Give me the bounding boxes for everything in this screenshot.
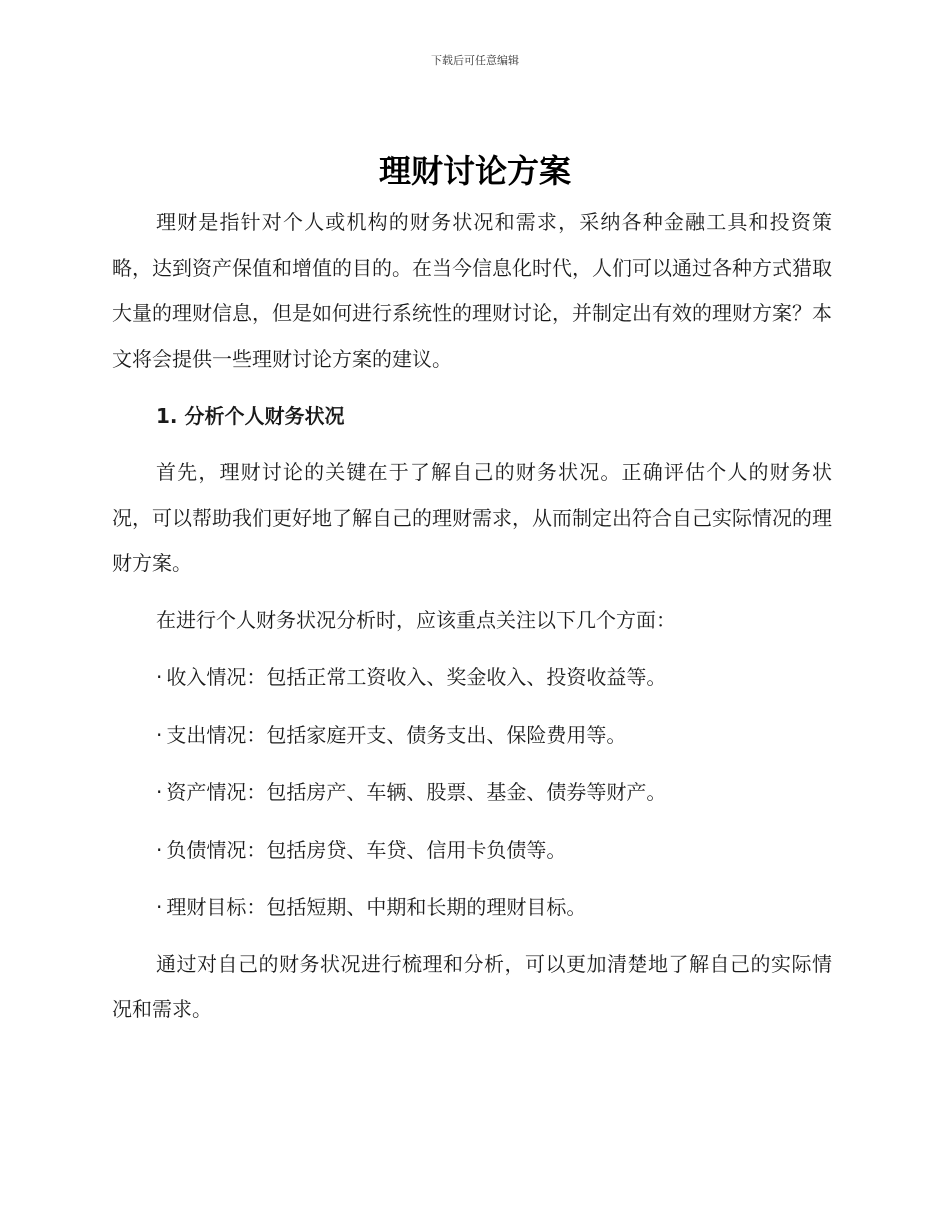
bullet-dot-icon: · [156, 780, 163, 804]
section-heading-1: 1. 分析个人财务状况 [156, 404, 345, 428]
page-header-note: 下载后可任意编辑 [431, 54, 519, 67]
list-item [112, 713, 832, 759]
bullet-dot-icon: · [156, 722, 163, 747]
list-item [112, 655, 832, 701]
list-item-text: 理财目标：包括短期、中期和长期的理财目标。 [166, 895, 587, 919]
section1-paragraph-2: 在进行个人财务状况分析时，应该重点关注以下几个方面： [156, 607, 676, 632]
list-item-text: 负债情况：包括房贷、车贷、信用卡负债等。 [166, 837, 567, 862]
list-item [112, 885, 832, 931]
section1-paragraph-3: 通过对自己的财务状况进行梳理和分析，可以更加清楚地了解自己的实际情况和需求。 [112, 951, 832, 1021]
bullet-dot-icon: · [156, 895, 163, 919]
list-item-text: 支出情况：包括家庭开支、债务支出、保险费用等。 [166, 722, 627, 747]
intro-paragraph: 理财是指针对个人或机构的财务状况和需求，采纳各种金融工具和投资策略，达到资产保值和增值的目的。在当今信息化时代，人们可以通过各种方式猎取大量的理财信息，但是如何进行系统性的理财讨论，并制定出有效的理财方案？本文将会提供一些理财讨论方案的建议。 [112, 210, 832, 371]
list-item-text: 资产情况：包括房产、车辆、股票、基金、债券等财产。 [166, 780, 667, 804]
list-item-text: 收入情况：包括正常工资收入、奖金收入、投资收益等。 [166, 665, 667, 689]
section1-paragraph-1: 首先，理财讨论的关键在于了解自己的财务状况。正确评估个人的财务状况，可以帮助我们更好地了解自己的理财需求，从而制定出符合自己实际情况的理财方案。 [112, 460, 832, 575]
bullet-dot-icon: · [156, 837, 163, 862]
document-body [112, 200, 832, 1033]
document-title: 理财讨论方案 [378, 152, 571, 190]
bullet-dot-icon: · [156, 665, 163, 689]
list-item [112, 828, 832, 874]
list-item [112, 770, 832, 816]
